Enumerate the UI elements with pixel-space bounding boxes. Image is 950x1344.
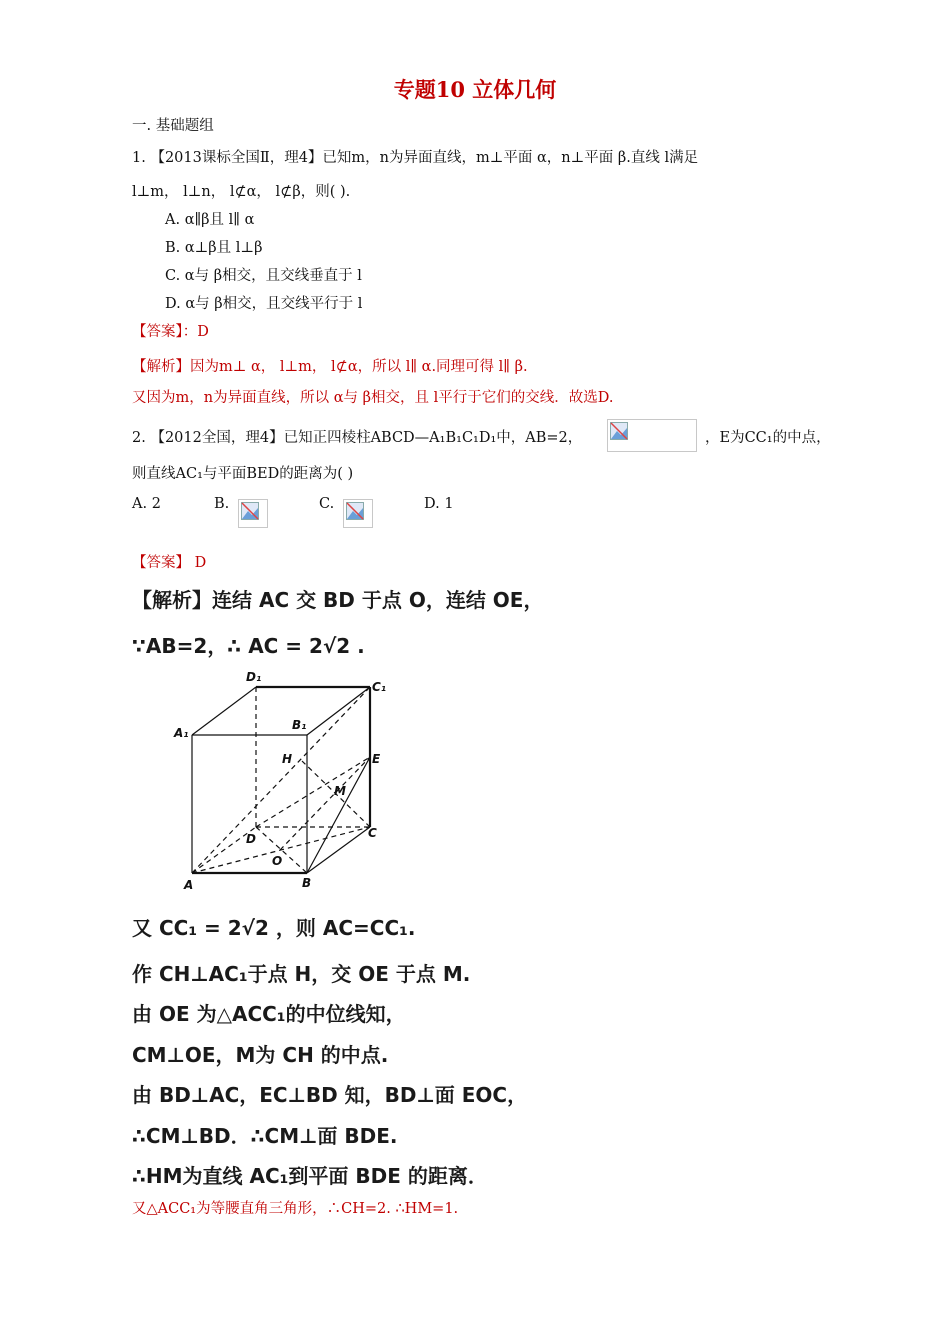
label-o: O bbox=[272, 854, 283, 868]
q2-option-a: A. 2 bbox=[132, 496, 161, 512]
q2-stem-line1a: 2. 【2012全国，理4】已知正四棱柱ABCD—A₁B₁C₁D₁中，AB=2， bbox=[132, 430, 583, 446]
broken-image-icon bbox=[241, 502, 259, 520]
option-c-image-placeholder bbox=[343, 499, 373, 528]
section-heading: 一. 基础题组 bbox=[132, 118, 214, 134]
q2-solution-line6: CM⊥OE，M为 CH 的中点. bbox=[132, 1043, 389, 1067]
label-m: M bbox=[334, 784, 346, 798]
q1-analysis-line2: 又因为m，n为异面直线，所以 α与 β相交，且 l平行于它们的交线．故选D. bbox=[132, 390, 614, 406]
label-a: A bbox=[184, 878, 194, 892]
q2-option-d: D. 1 bbox=[424, 496, 454, 512]
q1-stem-line1: 1. 【2013课标全国Ⅱ，理4】已知m，n为异面直线，m⊥平面 α，n⊥平面 β.直线 l满足 bbox=[132, 150, 699, 166]
q2-solution-line1: 【解析】连结 AC 交 BD 于点 O，连结 OE， bbox=[132, 588, 544, 612]
q1-stem-line2: l⊥m， l⊥n， l⊄α， l⊄β，则( ). bbox=[132, 184, 351, 200]
label-c1: C₁ bbox=[372, 680, 387, 694]
q1-analysis-line1: 【解析】因为m⊥ α， l⊥m， l⊄α，所以 l∥ α.同理可得 l∥ β. bbox=[132, 359, 528, 375]
q2-stem-line2: 则直线AC₁与平面BED的距离为( ) bbox=[132, 466, 354, 482]
q2-option-b: B. bbox=[214, 496, 230, 512]
label-a1: A₁ bbox=[174, 726, 189, 740]
q2-solution-line3: 又 CC₁ = 2√2 ，则 AC=CC₁. bbox=[132, 916, 416, 940]
label-h: H bbox=[282, 752, 293, 766]
label-e: E bbox=[372, 752, 381, 766]
q1-option-d: D. α与 β相交，且交线平行于 l bbox=[165, 296, 363, 312]
q2-solution-line4: 作 CH⊥AC₁于点 H，交 OE 于点 M. bbox=[132, 962, 471, 986]
label-c: C bbox=[368, 826, 377, 840]
label-b: B bbox=[302, 876, 312, 890]
page-title: 专题10 立体几何 bbox=[393, 77, 557, 102]
q1-option-c: C. α与 β相交，且交线垂直于 l bbox=[165, 268, 362, 284]
q1-option-b: B. α⊥β且 l⊥β bbox=[165, 240, 263, 256]
formula-image-placeholder bbox=[607, 419, 697, 452]
q2-solution-line7: 由 BD⊥AC，EC⊥BD 知，BD⊥面 EOC， bbox=[132, 1083, 528, 1107]
q2-option-c: C. bbox=[319, 496, 335, 512]
q2-answer: 【答案】 D bbox=[132, 555, 207, 571]
q1-answer: 【答案】：D bbox=[132, 324, 209, 340]
q2-solution-line5: 由 OE 为△ACC₁的中位线知， bbox=[132, 1002, 406, 1026]
label-d: D bbox=[246, 832, 256, 846]
q1-option-a: A. α∥β且 l∥ α bbox=[165, 212, 255, 228]
q2-solution-line10: 又△ACC₁为等腰直角三角形，∴CH=2. ∴HM=1. bbox=[132, 1201, 459, 1217]
cube-figure bbox=[170, 665, 390, 895]
q2-solution-line8: ∴CM⊥BD．∴CM⊥面 BDE. bbox=[132, 1124, 398, 1148]
q2-stem-line1b: ，E为CC₁的中点， bbox=[705, 430, 831, 446]
option-b-image-placeholder bbox=[238, 499, 268, 528]
q2-solution-line2: ∵AB=2，∴ AC = 2√2 . bbox=[132, 634, 365, 658]
broken-image-icon bbox=[610, 422, 628, 440]
label-b1: B₁ bbox=[292, 718, 307, 732]
broken-image-icon bbox=[346, 502, 364, 520]
label-d1: D₁ bbox=[246, 670, 262, 684]
q2-solution-line9: ∴HM为直线 AC₁到平面 BDE 的距离． bbox=[132, 1164, 488, 1188]
